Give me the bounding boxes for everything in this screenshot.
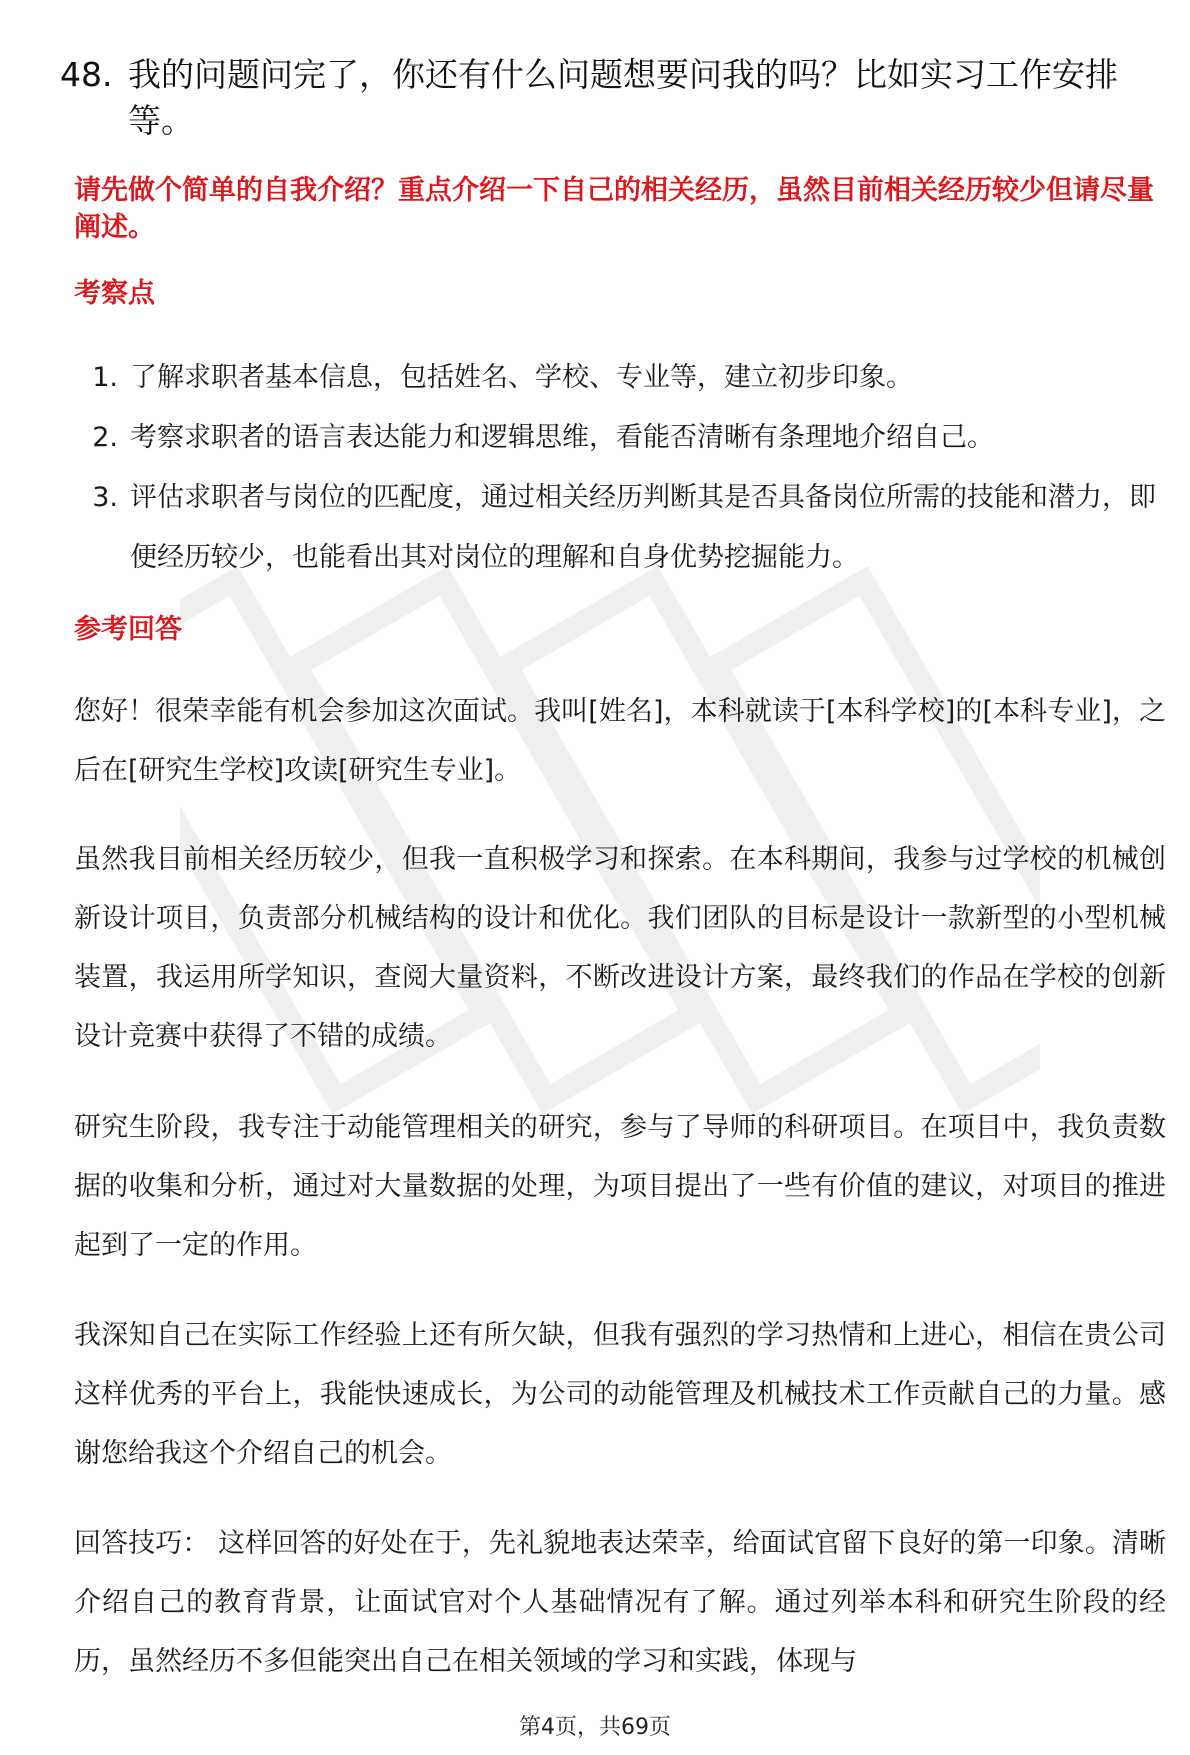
point-text: 考察求职者的语言表达能力和逻辑思维，看能否清晰有条理地介绍自己。 (130, 422, 994, 453)
answer-paragraph: 我深知自己在实际工作经验上还有所欠缺，但我有强烈的学习热情和上进心，相信在贵公司这样优秀的平台上，我能快速成长，为公司的动能管理及机械技术工作贡献自己的力量。感谢您给我这个介绍自己的机会。 (74, 1320, 1166, 1469)
point-text: 评估求职者与岗位的匹配度，通过相关经历判断其是否具备岗位所需的技能和潜力，即便经历较少，也能看出其对岗位的理解和自身优势挖掘能力。 (130, 482, 1156, 573)
question-text: 我的问题问完了，你还有什么问题想要问我的吗？比如实习工作安排等。 (128, 55, 1118, 140)
prompt-question: 请先做个简单的自我介绍？重点介绍一下自己的相关经历，虽然目前相关经历较少但请尽量阐述。 (74, 175, 1154, 243)
point-text: 了解求职者基本信息，包括姓名、学校、专业等，建立初步印象。 (130, 362, 913, 393)
list-item (74, 348, 1164, 408)
answer-paragraph: 虽然我目前相关经历较少，但我一直积极学习和探索。在本科期间，我参与过学校的机械创新设计项目，负责部分机械结构的设计和优化。我们团队的目标是设计一款新型的小型机械装置，我运用所学知识，查阅大量资料，不断改进设计方案，最终我们的作品在学校的创新设计竞赛中获得了不错的成绩。 (74, 844, 1166, 1052)
answer-paragraph: 您好！很荣幸能有机会参加这次面试。我叫[姓名]，本科就读于[本科学校]的[本科专业]，之后在[研究生学校]攻读[研究生专业]。 (74, 696, 1166, 786)
answer-heading: 参考回答 (74, 614, 182, 645)
question-title (60, 52, 1150, 144)
page-footer: 第4页，共69页 (519, 1715, 671, 1740)
point-number: 3. (92, 482, 118, 513)
question-number: 48. (60, 55, 113, 94)
answer-paragraph: 研究生阶段，我专注于动能管理相关的研究，参与了导师的科研项目。在项目中，我负责数据的收集和分析，通过对大量数据的处理，为项目提出了一些有价值的建议，对项目的推进起到了一定的作用。 (74, 1112, 1166, 1261)
point-number: 2. (92, 422, 118, 453)
point-number: 1. (92, 362, 118, 393)
assessment-points (74, 348, 1164, 588)
answer-tips-paragraph: 回答技巧： 这样回答的好处在于，先礼貌地表达荣幸，给面试官留下良好的第一印象。清晰介绍自己的教育背景，让面试官对个人基础情况有了解。通过列举本科和研究生阶段的经历，虽然经历不多但能突出自己在相关领域的学习和实践，体现与 (74, 1528, 1166, 1677)
assessment-heading: 考察点 (74, 278, 155, 309)
list-item (74, 468, 1164, 588)
list-item (74, 408, 1164, 468)
